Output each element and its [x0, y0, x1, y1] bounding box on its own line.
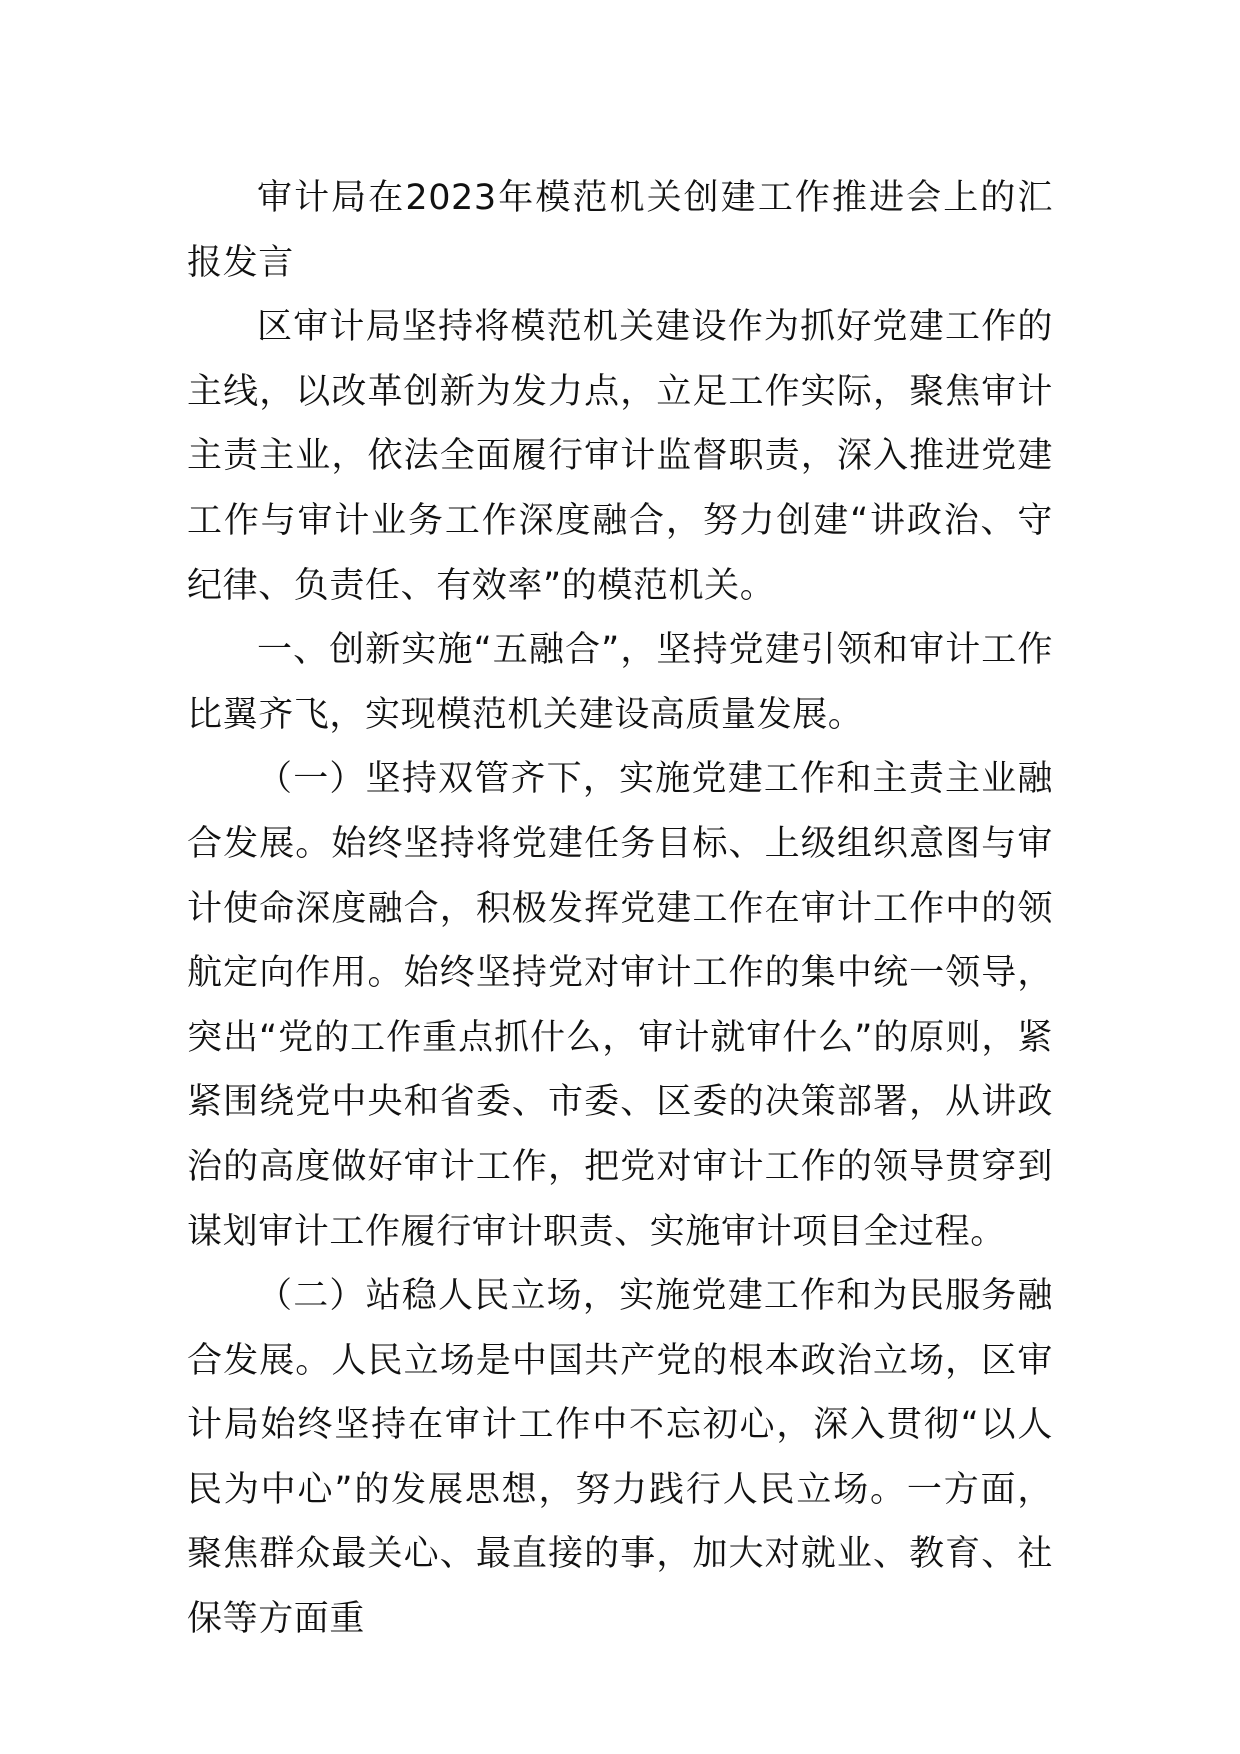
document-body — [187, 166, 1053, 1652]
document-title: 审计局在2023年模范机关创建工作推进会上的汇报发言 — [187, 178, 1053, 283]
paragraph-subsection-one: （一）坚持双管齐下，实施党建工作和主责主业融合发展。始终坚持将党建任务目标、上级组织意图与审计使命深度融合，积极发挥党建工作在审计工作中的领航定向作用。始终坚持党对审计工作的集中统一领导，突出“党的工作重点抓什么，审计就审什么”的原则，紧紧围绕党中央和省委、市委、区委的决策部署，从讲政治的高度做好审计工作，把党对审计工作的领导贯穿到谋划审计工作履行审计职责、实施审计项目全过程。 — [187, 759, 1053, 1252]
paragraph-subsection-two: （二）站稳人民立场，实施党建工作和为民服务融合发展。人民立场是中国共产党的根本政治立场，区审计局始终坚持在审计工作中不忘初心，深入贯彻“以人民为中心”的发展思想，努力践行人民立场。一方面，聚焦群众最关心、最直接的事，加大对就业、教育、社保等方面重 — [187, 1276, 1053, 1640]
paragraph-intro: 区审计局坚持将模范机关建设作为抓好党建工作的主线，以改革创新为发力点，立足工作实际，聚焦审计主责主业，依法全面履行审计监督职责，深入推进党建工作与审计业务工作深度融合，努力创建“讲政治、守纪律、负责任、有效率”的模范机关。 — [187, 307, 1053, 606]
paragraph-section-one-heading: 一、创新实施“五融合”，坚持党建引领和审计工作比翼齐飞，实现模范机关建设高质量发展。 — [187, 630, 1053, 735]
